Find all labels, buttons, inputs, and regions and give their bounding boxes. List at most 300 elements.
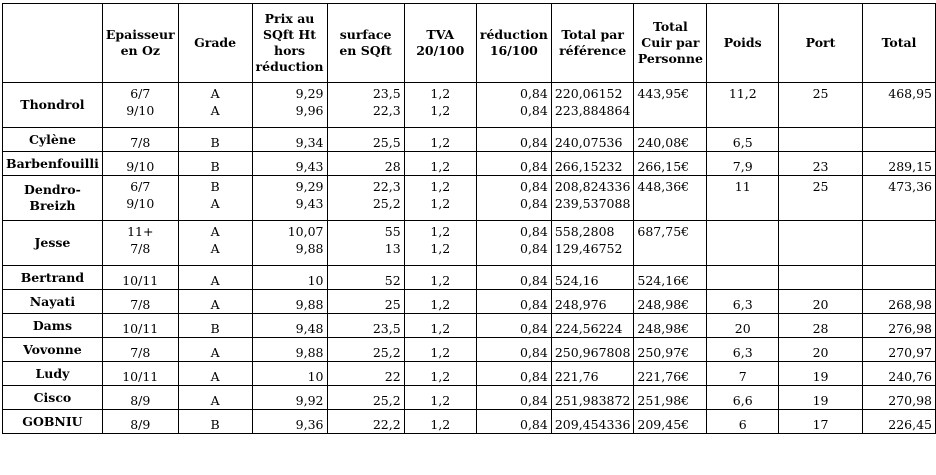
cell-value: 248,98€ — [637, 321, 690, 336]
cell-value — [866, 135, 932, 151]
cell-thickness — [102, 83, 178, 128]
cell-value: 1,2 — [430, 196, 451, 211]
person-name: Ludy — [3, 362, 103, 386]
table-row — [3, 362, 936, 386]
cell-shipping — [779, 386, 863, 410]
cell-weight — [707, 83, 779, 128]
cell-grade — [178, 290, 252, 314]
cell-shipping — [779, 290, 863, 314]
cell-shipping — [779, 410, 863, 434]
cell-value: 11 — [734, 179, 751, 194]
cell-value: 22,3 — [372, 179, 401, 194]
cell-total-per-person — [634, 410, 707, 434]
cell-thickness — [102, 314, 178, 338]
cell-value: 224,56224 — [554, 321, 623, 336]
cell-discount — [476, 338, 551, 362]
cell-vat — [404, 176, 476, 221]
cell-total — [862, 128, 935, 152]
cell-value: 25,2 — [372, 196, 401, 211]
cell-value: 25,2 — [372, 393, 401, 408]
cell-value: 251,98€ — [637, 393, 690, 408]
cell-discount — [476, 221, 551, 266]
cell-value: 7 — [738, 369, 747, 384]
cell-value: 129,46752 — [554, 241, 623, 256]
cell-value: 1,2 — [430, 297, 451, 312]
cell-value: 0,84 — [520, 103, 548, 118]
cell-value: B — [210, 321, 220, 336]
cell-value: 7,9 — [732, 159, 753, 174]
cell-weight — [707, 362, 779, 386]
cell-total — [862, 410, 935, 434]
cell-value: 0,84 — [520, 179, 548, 194]
cell-value: 1,2 — [430, 241, 451, 256]
cell-vat — [404, 338, 476, 362]
cell-weight — [707, 410, 779, 434]
cell-grade — [178, 128, 252, 152]
person-name: Dams — [3, 314, 103, 338]
cell-total-per-person — [634, 266, 707, 290]
cell-total — [862, 386, 935, 410]
cell-value: 9,96 — [295, 103, 324, 118]
table-row — [3, 152, 936, 176]
person-name: Vovonne — [3, 338, 103, 362]
cell-value: 28 — [812, 321, 829, 336]
cell-value: 22 — [384, 369, 401, 384]
cell-value — [782, 135, 859, 151]
cell-value: 209,454336 — [554, 417, 631, 432]
cell-value: 0,84 — [520, 369, 548, 384]
cell-weight — [707, 176, 779, 221]
cell-value: 209,45€ — [637, 417, 690, 432]
cell-value: 1,2 — [430, 345, 451, 360]
table-row — [3, 128, 936, 152]
cell-value: 9,29 — [295, 86, 324, 101]
person-name: Bertrand — [3, 266, 103, 290]
cell-value: 23,5 — [372, 321, 401, 336]
cell-value — [710, 221, 775, 241]
cell-value: 1,2 — [430, 417, 451, 432]
cell-value: 276,98 — [888, 321, 932, 336]
cell-weight — [707, 221, 779, 266]
header-total-per-person: Total Cuir par Personne — [634, 4, 707, 83]
cell-value: 6,3 — [732, 345, 753, 360]
cell-value: 25 — [812, 86, 829, 101]
cell-shipping — [779, 266, 863, 290]
cell-value: 0,84 — [520, 273, 548, 288]
cell-value: 473,36 — [888, 179, 932, 194]
cell-grade — [178, 314, 252, 338]
cell-surface — [327, 314, 404, 338]
cell-value: 221,76€ — [637, 369, 690, 384]
cell-value: 19 — [812, 393, 829, 408]
cell-vat — [404, 410, 476, 434]
table-row — [3, 176, 936, 221]
cell-price — [252, 314, 327, 338]
cell-shipping — [779, 128, 863, 152]
cell-value: A — [210, 273, 220, 288]
cell-value: 0,84 — [520, 321, 548, 336]
cell-value: 240,08€ — [637, 135, 690, 150]
cell-total-per-person — [634, 152, 707, 176]
cell-value — [782, 273, 859, 289]
leather-order-table — [2, 3, 936, 434]
cell-shipping — [779, 362, 863, 386]
cell-value: 250,97€ — [637, 345, 690, 360]
table-body — [3, 83, 936, 434]
cell-shipping — [779, 152, 863, 176]
cell-value: 208,824336 — [554, 179, 631, 194]
cell-value: 23,5 — [372, 86, 401, 101]
cell-discount — [476, 290, 551, 314]
cell-value: 1,2 — [430, 393, 451, 408]
cell-total — [862, 176, 935, 221]
cell-discount — [476, 83, 551, 128]
cell-surface — [327, 266, 404, 290]
cell-value: 0,84 — [520, 417, 548, 432]
header-surface: surface en SQft — [327, 4, 404, 83]
cell-value — [782, 221, 859, 241]
cell-value: 220,06152 — [554, 86, 623, 101]
cell-surface — [327, 128, 404, 152]
table-row — [3, 266, 936, 290]
cell-value: 1,2 — [430, 273, 451, 288]
cell-surface — [327, 410, 404, 434]
header-vat: TVA 20/100 — [404, 4, 476, 83]
cell-weight — [707, 314, 779, 338]
person-name: Cylène — [3, 128, 103, 152]
cell-price — [252, 266, 327, 290]
header-discount: réduction 16/100 — [476, 4, 551, 83]
person-name: Dendro-Breizh — [3, 176, 103, 221]
cell-total-per-reference — [551, 152, 634, 176]
cell-value: 221,76 — [554, 369, 599, 384]
cell-weight — [707, 386, 779, 410]
cell-value: 1,2 — [430, 159, 451, 174]
cell-value: A — [210, 103, 220, 118]
cell-value — [866, 221, 932, 241]
cell-value: 17 — [812, 417, 829, 432]
cell-value: 9,36 — [295, 417, 324, 432]
cell-value: 7/8 — [130, 297, 151, 312]
cell-vat — [404, 266, 476, 290]
person-name: Cisco — [3, 386, 103, 410]
cell-vat — [404, 290, 476, 314]
cell-value: 10 — [307, 369, 324, 384]
cell-total-per-reference — [551, 128, 634, 152]
cell-value: 10 — [307, 273, 324, 288]
cell-value: A — [210, 224, 220, 239]
cell-value: 11,2 — [728, 86, 757, 101]
header-thickness: Epaisseur en Oz — [102, 4, 178, 83]
cell-vat — [404, 152, 476, 176]
cell-value: 0,84 — [520, 86, 548, 101]
cell-shipping — [779, 176, 863, 221]
cell-total-per-reference — [551, 290, 634, 314]
cell-total-per-person — [634, 176, 707, 221]
cell-value: 10,07 — [287, 224, 324, 239]
header-grade: Grade — [178, 4, 252, 83]
cell-value: 13 — [384, 241, 401, 256]
cell-value: 0,84 — [520, 196, 548, 211]
table-row — [3, 410, 936, 434]
cell-value: 524,16€ — [637, 273, 690, 288]
cell-value: 0,84 — [520, 345, 548, 360]
cell-discount — [476, 362, 551, 386]
cell-shipping — [779, 83, 863, 128]
cell-price — [252, 290, 327, 314]
cell-value: 558,2808 — [554, 224, 615, 239]
cell-grade — [178, 266, 252, 290]
cell-thickness — [102, 362, 178, 386]
person-name: Jesse — [3, 221, 103, 266]
cell-value: B — [210, 179, 220, 194]
table-row — [3, 314, 936, 338]
cell-value: 9,88 — [295, 297, 324, 312]
cell-thickness — [102, 128, 178, 152]
cell-value: 0,84 — [520, 297, 548, 312]
cell-total — [862, 362, 935, 386]
cell-value: 9/10 — [126, 103, 155, 118]
cell-surface — [327, 338, 404, 362]
cell-value: 25 — [812, 179, 829, 194]
cell-value: 270,97 — [888, 345, 932, 360]
person-name: Nayati — [3, 290, 103, 314]
cell-value: 19 — [812, 369, 829, 384]
cell-value: B — [210, 135, 220, 150]
table-row — [3, 83, 936, 128]
cell-value: 9,34 — [295, 135, 324, 150]
cell-value: 240,76 — [888, 369, 932, 384]
spreadsheet — [2, 3, 936, 434]
cell-value: 448,36€ — [637, 179, 690, 194]
cell-value: 6,3 — [732, 297, 753, 312]
table-row — [3, 290, 936, 314]
header-total: Total — [862, 4, 935, 83]
cell-price — [252, 386, 327, 410]
cell-value: 266,15232 — [554, 159, 623, 174]
cell-discount — [476, 152, 551, 176]
cell-value: 1,2 — [430, 135, 451, 150]
cell-total-per-reference — [551, 362, 634, 386]
table-row — [3, 221, 936, 266]
cell-value: 6/7 — [130, 179, 151, 194]
cell-value: 9,43 — [295, 159, 324, 174]
cell-price — [252, 221, 327, 266]
cell-grade — [178, 221, 252, 266]
cell-value: 22,2 — [372, 417, 401, 432]
header-price: Prix au SQft Ht hors réduction — [252, 4, 327, 83]
cell-discount — [476, 386, 551, 410]
cell-surface — [327, 386, 404, 410]
cell-value: A — [210, 86, 220, 101]
header-shipping: Port — [779, 4, 863, 83]
cell-surface — [327, 290, 404, 314]
cell-value: 20 — [812, 297, 829, 312]
person-name: Thondrol — [3, 83, 103, 128]
cell-value: 9,88 — [295, 241, 324, 256]
cell-total-per-reference — [551, 176, 634, 221]
cell-surface — [327, 176, 404, 221]
cell-value: 25 — [384, 297, 401, 312]
cell-value: A — [210, 369, 220, 384]
cell-total-per-reference — [551, 386, 634, 410]
cell-surface — [327, 152, 404, 176]
cell-total — [862, 221, 935, 266]
table-row — [3, 386, 936, 410]
cell-discount — [476, 314, 551, 338]
cell-value: 1,2 — [430, 86, 451, 101]
cell-value: 248,98€ — [637, 297, 690, 312]
cell-shipping — [779, 314, 863, 338]
cell-value: 524,16 — [554, 273, 599, 288]
cell-value: 1,2 — [430, 179, 451, 194]
cell-value: 9,43 — [295, 196, 324, 211]
cell-vat — [404, 221, 476, 266]
cell-value: 11+ — [127, 224, 154, 239]
cell-value: 0,84 — [520, 224, 548, 239]
cell-total — [862, 338, 935, 362]
cell-total-per-reference — [551, 221, 634, 266]
cell-total-per-person — [634, 221, 707, 266]
cell-price — [252, 128, 327, 152]
cell-value: 9,48 — [295, 321, 324, 336]
cell-value: 240,07536 — [554, 135, 623, 150]
cell-value: 9/10 — [126, 159, 155, 174]
cell-value: 6 — [738, 417, 747, 432]
cell-value: 10/11 — [122, 273, 159, 288]
cell-price — [252, 152, 327, 176]
cell-discount — [476, 128, 551, 152]
header-row — [3, 4, 936, 83]
cell-value: 52 — [384, 273, 401, 288]
cell-weight — [707, 338, 779, 362]
cell-value: 8/9 — [130, 417, 151, 432]
cell-value: 1,2 — [430, 321, 451, 336]
cell-value: 10/11 — [122, 321, 159, 336]
cell-total-per-person — [634, 386, 707, 410]
cell-value: 9,29 — [295, 179, 324, 194]
cell-value: 266,15€ — [637, 159, 690, 174]
cell-value: 0,84 — [520, 393, 548, 408]
cell-value: 1,2 — [430, 224, 451, 239]
person-name: Barbenfouilli — [3, 152, 103, 176]
cell-grade — [178, 176, 252, 221]
cell-value: 9,88 — [295, 345, 324, 360]
cell-total-per-person — [634, 314, 707, 338]
cell-weight — [707, 128, 779, 152]
cell-surface — [327, 362, 404, 386]
cell-total — [862, 152, 935, 176]
cell-value: 20 — [812, 345, 829, 360]
cell-value: A — [210, 241, 220, 256]
cell-thickness — [102, 290, 178, 314]
cell-total-per-person — [634, 83, 707, 128]
cell-value: 289,15 — [888, 159, 932, 174]
cell-total-per-person — [634, 128, 707, 152]
cell-value: 223,884864 — [554, 103, 631, 118]
cell-thickness — [102, 221, 178, 266]
cell-total-per-person — [634, 362, 707, 386]
header-name — [3, 4, 103, 83]
cell-total-per-person — [634, 290, 707, 314]
cell-vat — [404, 362, 476, 386]
cell-value: 268,98 — [888, 297, 932, 312]
cell-value: 443,95€ — [637, 86, 690, 101]
cell-value: B — [210, 417, 220, 432]
header-weight: Poids — [707, 4, 779, 83]
cell-value: 6/7 — [130, 86, 151, 101]
table-row — [3, 338, 936, 362]
cell-value: 468,95 — [888, 86, 932, 101]
cell-value: 1,2 — [430, 103, 451, 118]
cell-total — [862, 314, 935, 338]
cell-thickness — [102, 176, 178, 221]
cell-value: 7/8 — [130, 135, 151, 150]
person-name: GOBNIU — [3, 410, 103, 434]
cell-value: A — [210, 196, 220, 211]
cell-surface — [327, 83, 404, 128]
cell-total-per-reference — [551, 266, 634, 290]
cell-value: 687,75€ — [637, 224, 690, 239]
cell-value: 22,3 — [372, 103, 401, 118]
cell-value: 55 — [384, 224, 401, 239]
cell-total-per-reference — [551, 338, 634, 362]
cell-value: 270,98 — [888, 393, 932, 408]
cell-weight — [707, 290, 779, 314]
cell-total — [862, 290, 935, 314]
cell-discount — [476, 176, 551, 221]
cell-shipping — [779, 338, 863, 362]
cell-value — [866, 273, 932, 289]
cell-vat — [404, 128, 476, 152]
cell-thickness — [102, 386, 178, 410]
cell-value: 23 — [812, 159, 829, 174]
cell-value: 251,983872 — [554, 393, 631, 408]
cell-value: 1,2 — [430, 369, 451, 384]
cell-value: 6,5 — [732, 135, 753, 150]
cell-value: 250,967808 — [554, 345, 631, 360]
cell-value: 248,976 — [554, 297, 607, 312]
cell-discount — [476, 266, 551, 290]
cell-thickness — [102, 410, 178, 434]
cell-value: 7/8 — [130, 241, 151, 256]
cell-total-per-reference — [551, 410, 634, 434]
cell-thickness — [102, 152, 178, 176]
cell-grade — [178, 83, 252, 128]
cell-total-per-reference — [551, 83, 634, 128]
cell-grade — [178, 386, 252, 410]
cell-weight — [707, 152, 779, 176]
cell-vat — [404, 386, 476, 410]
cell-total-per-person — [634, 338, 707, 362]
cell-grade — [178, 362, 252, 386]
cell-grade — [178, 410, 252, 434]
cell-value: 25,5 — [372, 135, 401, 150]
header-total-per-reference: Total par référence — [551, 4, 634, 83]
cell-vat — [404, 83, 476, 128]
cell-price — [252, 410, 327, 434]
cell-value: 25,2 — [372, 345, 401, 360]
cell-grade — [178, 338, 252, 362]
cell-surface — [327, 221, 404, 266]
cell-value — [710, 273, 775, 289]
cell-value: 20 — [734, 321, 751, 336]
cell-total — [862, 83, 935, 128]
cell-value: A — [210, 393, 220, 408]
cell-thickness — [102, 338, 178, 362]
cell-total — [862, 266, 935, 290]
cell-value: 28 — [384, 159, 401, 174]
